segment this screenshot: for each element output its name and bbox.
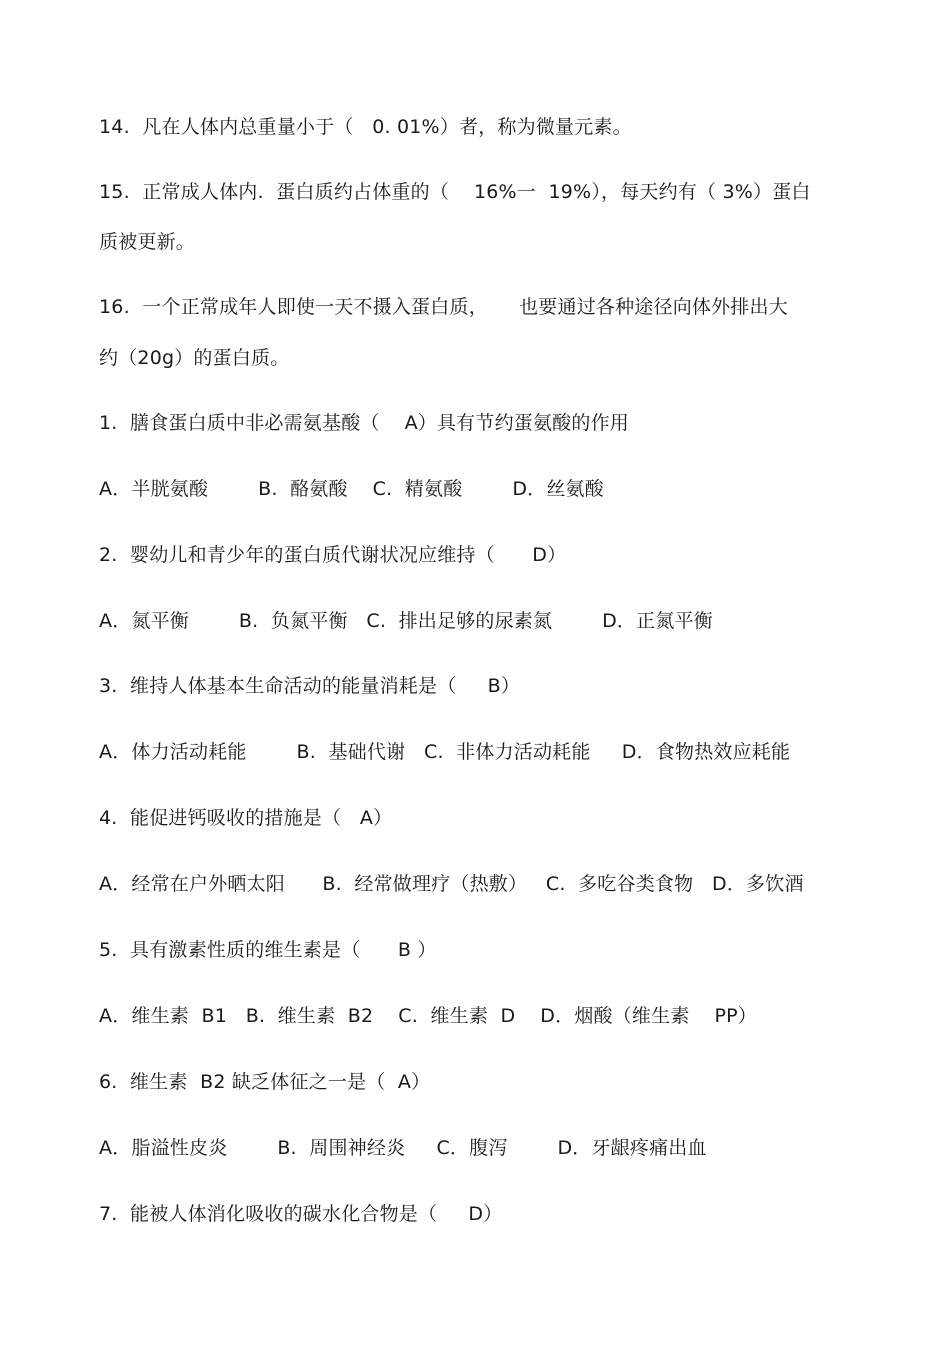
fill-in-question-16-line-2: 约（20g）的蛋白质。 bbox=[99, 347, 290, 369]
choice-question-3: 3. 维持人体基本生命活动的能量消耗是（ B） bbox=[99, 675, 521, 697]
choice-question-6: 6. 维生素 B2 缺乏体征之一是（ A） bbox=[99, 1071, 431, 1093]
fill-in-question-16-line-1: 16. 一个正常成年人即使一天不摄入蛋白质， 也要通过各种途径向体外排出大 bbox=[99, 296, 788, 318]
choice-question-4: 4. 能促进钙吸收的措施是（ A） bbox=[99, 807, 393, 829]
choice-question-3-options: A．体力活动耗能 B. 基础代谢 C. 非体力活动耗能 D．食物热效应耗能 bbox=[99, 741, 791, 763]
choice-question-6-options: A．脂溢性皮炎 B. 周围神经炎 C．腹泻 D．牙龈疼痛出血 bbox=[99, 1137, 707, 1159]
choice-question-7: 7. 能被人体消化吸收的碳水化合物是（ D） bbox=[99, 1203, 503, 1225]
choice-question-1: 1. 膳食蛋白质中非必需氨基酸（ A）具有节约蛋氨酸的作用 bbox=[99, 412, 629, 434]
fill-in-question-15-line-1: 15. 正常成人体内. 蛋白质约占体重的（ 16%一 19%），每天约有（ 3%）蛋白 bbox=[99, 181, 811, 203]
choice-question-5-options: A．维生素 B1 B. 维生素 B2 C. 维生素 D D．烟酸（维生素 PP） bbox=[99, 1005, 757, 1027]
fill-in-question-15-line-2: 质被更新。 bbox=[99, 231, 196, 253]
choice-question-1-options: A．半胱氨酸 B. 酪氨酸 C. 精氨酸 D．丝氨酸 bbox=[99, 478, 604, 500]
choice-question-4-options: A．经常在户外晒太阳 B. 经常做理疗（热敷） C. 多吃谷类食物 D．多饮酒 bbox=[99, 873, 804, 895]
fill-in-question-14: 14. 凡在人体内总重量小于（ 0. 01%）者，称为微量元素。 bbox=[99, 116, 632, 138]
choice-question-5: 5. 具有激素性质的维生素是（ B ） bbox=[99, 939, 437, 961]
choice-question-2: 2. 婴幼儿和青少年的蛋白质代谢状况应维持（ D） bbox=[99, 544, 567, 566]
choice-question-2-options: A．氮平衡 B. 负氮平衡 C. 排出足够的尿素氮 D．正氮平衡 bbox=[99, 610, 713, 632]
